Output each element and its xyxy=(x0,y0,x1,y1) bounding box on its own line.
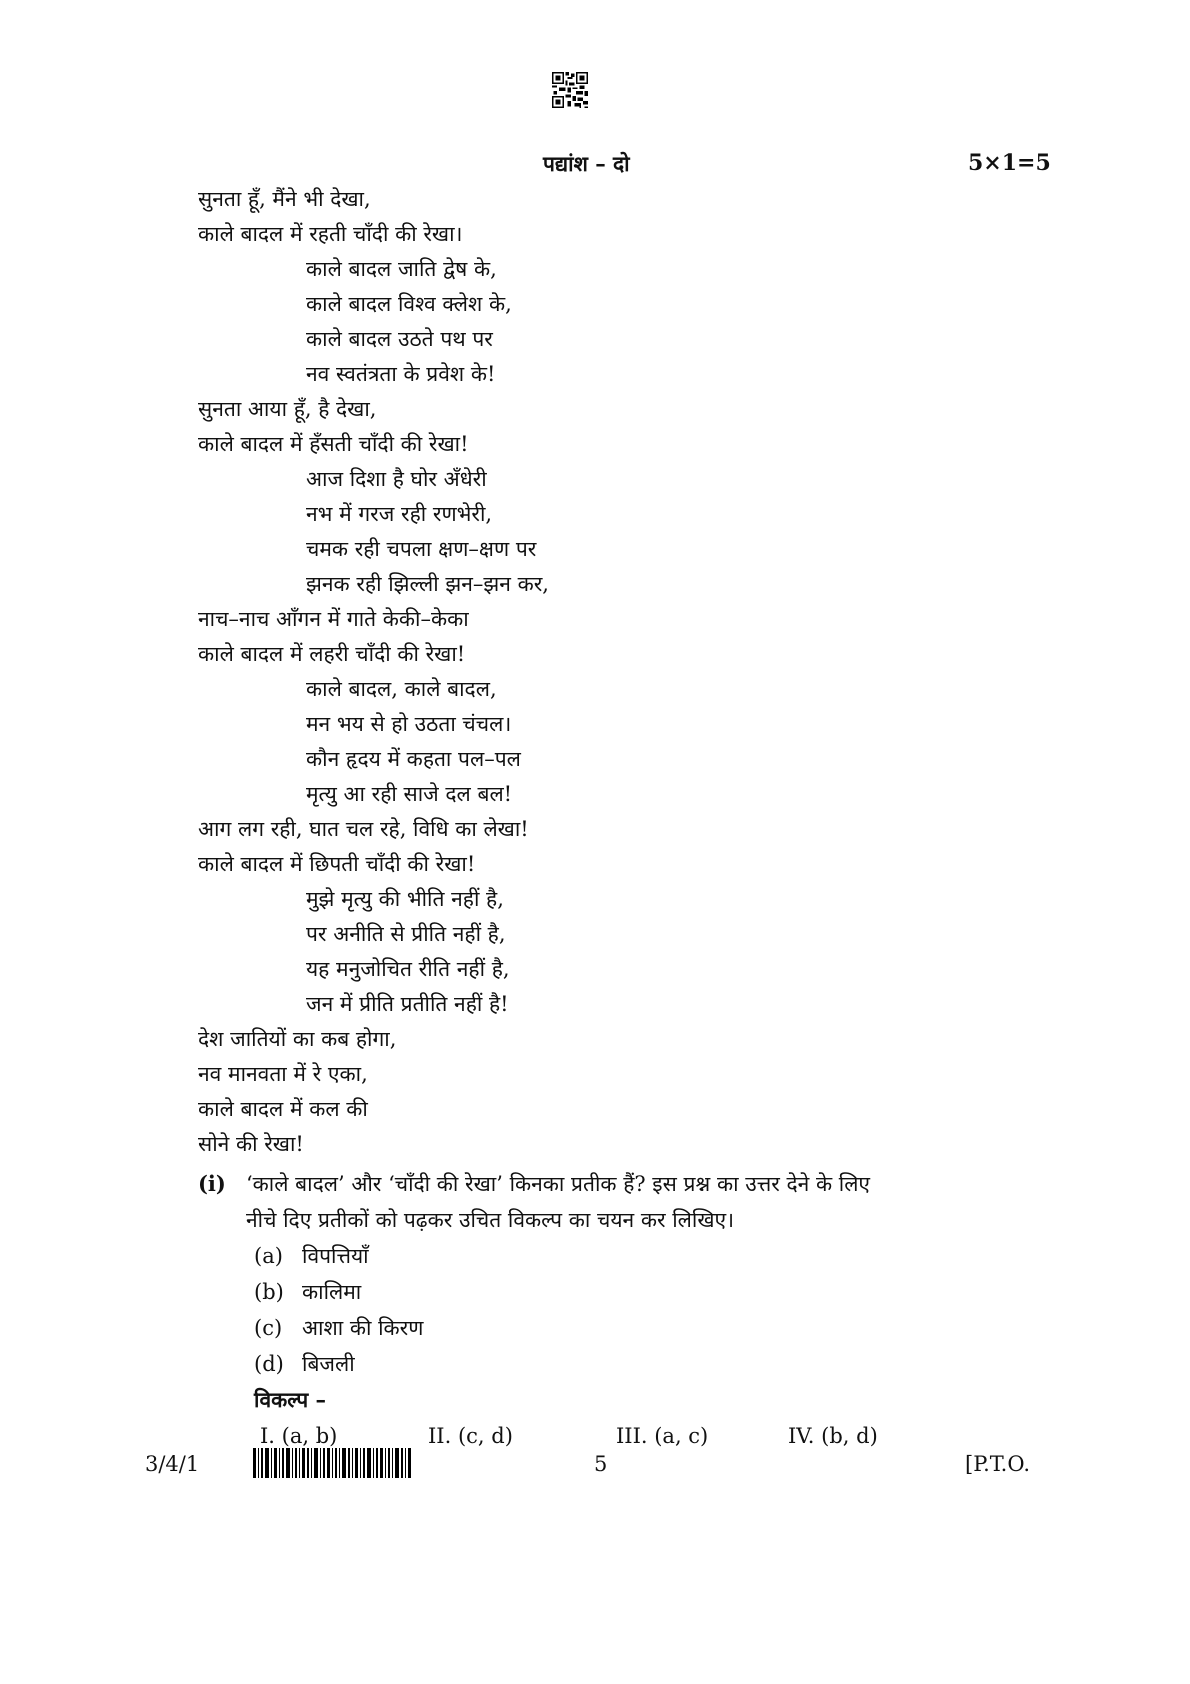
poem-line: सुनता आया हूँ, है देखा, xyxy=(198,397,377,421)
poem-line: झनक रही झिल्ली झन–झन कर, xyxy=(306,572,549,596)
option-text: बिजली xyxy=(302,1352,355,1376)
barcode-icon xyxy=(253,1448,413,1478)
option-c xyxy=(198,1310,998,1346)
poem-line: देश जातियों का कब होगा, xyxy=(198,1027,397,1051)
page-footer xyxy=(0,1448,1190,1484)
option-key: (c) xyxy=(254,1316,283,1340)
choice-iii: III. (a, c) xyxy=(616,1424,709,1448)
poem-line: काले बादल विश्व क्लेश के, xyxy=(306,292,512,316)
option-b xyxy=(198,1274,998,1310)
poem-passage xyxy=(198,182,958,1162)
poem-line: पर अनीति से प्रीति नहीं है, xyxy=(306,922,506,946)
option-key: (a) xyxy=(254,1244,283,1268)
option-text: आशा की किरण xyxy=(302,1316,424,1340)
option-key: (d) xyxy=(254,1352,284,1376)
choice-i: I. (a, b) xyxy=(260,1424,338,1448)
poem-line: कौन हृदय में कहता पल–पल xyxy=(306,747,521,771)
question-block xyxy=(198,1166,998,1454)
option-text: विपत्तियाँ xyxy=(302,1244,369,1268)
poem-line: आग लग रही, घात चल रहे, विधि का लेखा! xyxy=(198,817,529,841)
poem-line: नव मानवता में रे एका, xyxy=(198,1062,368,1086)
poem-line: काले बादल में कल की xyxy=(198,1097,368,1121)
option-key: (b) xyxy=(254,1280,284,1304)
question-number: (i) xyxy=(198,1171,226,1196)
choice-ii: II. (c, d) xyxy=(428,1424,513,1448)
poem-line: मृत्यु आ रही साजे दल बल! xyxy=(306,782,513,806)
choice-iv: IV. (b, d) xyxy=(788,1424,878,1448)
qr-code-icon xyxy=(552,72,588,108)
page-number: 5 xyxy=(594,1452,608,1476)
section-title: पद्यांश – दो xyxy=(543,151,630,176)
option-text: कालिमा xyxy=(302,1280,362,1304)
poem-line: काले बादल में हँसती चाँदी की रेखा! xyxy=(198,432,469,456)
poem-line: काले बादल में छिपती चाँदी की रेखा! xyxy=(198,852,476,876)
poem-line: चमक रही चपला क्षण–क्षण पर xyxy=(306,537,537,561)
option-d xyxy=(198,1346,998,1382)
poem-line: काले बादल, काले बादल, xyxy=(306,677,497,701)
poem-line: मन भय से हो उठता चंचल। xyxy=(306,712,512,736)
question-text-continued: नीचे दिए प्रतीकों को पढ़कर उचित विकल्प का चयन कर लिखिए। xyxy=(246,1208,735,1232)
poem-line: मुझे मृत्यु की भीति नहीं है, xyxy=(306,887,504,911)
poem-line: काले बादल जाति द्वेष के, xyxy=(306,257,497,281)
marks-label: 5×1=5 xyxy=(968,150,1051,176)
poem-line: आज दिशा है घोर अँधेरी xyxy=(306,467,487,491)
poem-line: काले बादल उठते पथ पर xyxy=(306,327,493,351)
poem-line: काले बादल में रहती चाँदी की रेखा। xyxy=(198,222,463,246)
poem-line: सोने की रेखा! xyxy=(198,1132,304,1156)
poem-line: नव स्वतंत्रता के प्रवेश के! xyxy=(306,362,496,386)
poem-line: काले बादल में लहरी चाँदी की रेखा! xyxy=(198,642,466,666)
poem-line: नाच–नाच आँगन में गाते केकी–केका xyxy=(198,607,469,631)
pto-label: [P.T.O. xyxy=(965,1452,1030,1476)
poem-line: जन में प्रीति प्रतीति नहीं है! xyxy=(306,992,509,1016)
poem-line: यह मनुजोचित रीति नहीं है, xyxy=(306,957,510,981)
question-text: ‘काले बादल’ और ‘चाँदी की रेखा’ किनका प्रतीक हैं? इस प्रश्न का उत्तर देने के लिए xyxy=(246,1172,871,1196)
choices-label: विकल्प – xyxy=(254,1387,326,1412)
poem-line: नभ में गरज रही रणभेरी, xyxy=(306,502,493,526)
poem-line: सुनता हूँ, मैंने भी देखा, xyxy=(198,187,371,211)
option-a xyxy=(198,1238,998,1274)
paper-code: 3/4/1 xyxy=(145,1452,200,1476)
